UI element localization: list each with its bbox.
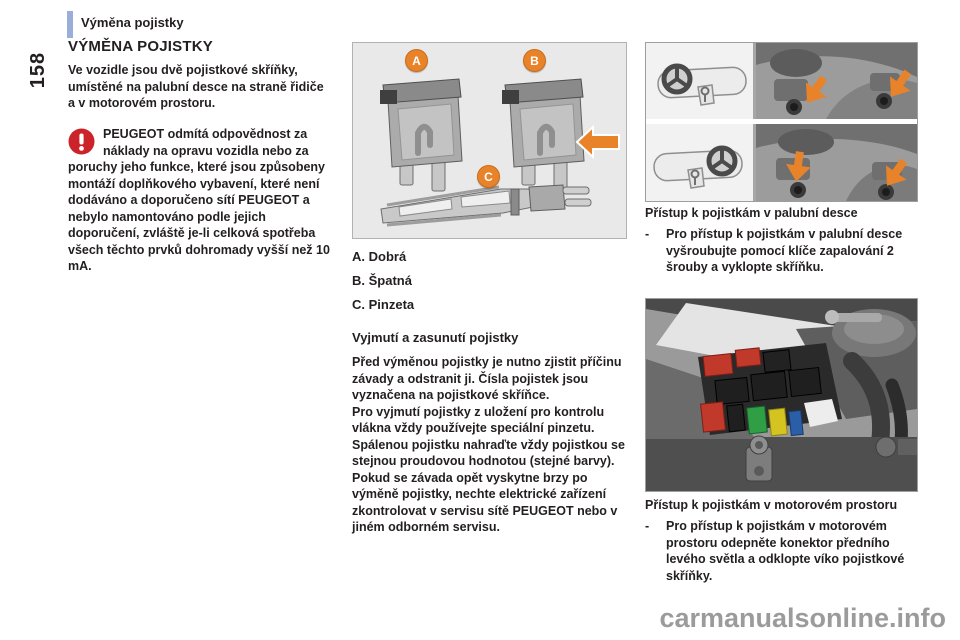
warning-text: PEUGEOT odmítá odpovědnost za náklady na opravu vozidla nebo za poruchy jeho funkce, které jsou způsobeny montáží doplňkového vybavení, které není dodáváno a doporučeno sítí PEUGEOT a nebylo namontováno podle jejich doporučení, zvláště je-li celková spotřeba všech těchto prvků dohromady vyšší než 10 mA.: [68, 127, 330, 273]
procedure-text: [352, 354, 629, 536]
engine-fusebox-figure: [645, 298, 918, 492]
instruction-item: [645, 226, 917, 276]
legend-item: C. Pinzeta: [352, 297, 415, 312]
figure-caption: Přístup k pojistkám v motorovém prostoru: [645, 498, 898, 512]
label-badge-c: C: [477, 165, 500, 188]
figure-caption: Přístup k pojistkám v palubní desce: [645, 206, 858, 220]
fusebox: [698, 343, 842, 436]
fuse-puller-tool: [381, 185, 591, 225]
paragraph: Pro vyjmutí pojistky z uložení pro kontrolu vlákna vždy používejte speciální pinzetu.: [352, 404, 605, 435]
bullet-dash: -: [645, 519, 650, 533]
subsection-heading: Vyjmutí a zasunutí pojistky: [352, 330, 519, 345]
site-watermark: carmanualsonline.info: [659, 603, 946, 633]
warning-block: [68, 126, 334, 275]
dashboard-access-figure: [645, 42, 918, 202]
paragraph: Spálenou pojistku nahraďte vždy pojistkou se stejnou proudovou hodnotou (stejné barvy).: [352, 437, 625, 468]
legend-item: B. Špatná: [352, 273, 412, 288]
page-title: VÝMĚNA POJISTKY: [68, 38, 213, 55]
label-badge-b: B: [523, 49, 546, 72]
intro-paragraph: Ve vozidle jsou dvě pojistkové skříňky, umístěné na palubní desce na straně řidiče a v motorovém prostoru.: [68, 63, 324, 110]
label-badge-a: A: [405, 49, 428, 72]
page-number: 158: [27, 51, 49, 89]
instruction-text: Pro přístup k pojistkám v palubní desce vyšroubujte pomocí klíče zapalování 2 šrouby a vyklopte skříňku.: [666, 227, 903, 274]
instruction-text: Pro přístup k pojistkám v motorovém prostoru odepněte konektor předního levého světla a odklopte víko pojistkové skříňky.: [666, 519, 905, 583]
bullet-dash: -: [645, 227, 650, 241]
warning-icon: [68, 128, 95, 155]
fuse-figure: [352, 42, 627, 239]
paragraph: Pokud se závada opět vyskytne brzy po výměně pojistky, nechte elektrické zařízení zkontrolovat v servisu sítě PEUGEOT nebo v jiném odborném servisu.: [352, 470, 618, 534]
instruction-item: [645, 518, 917, 584]
paragraph: Před výměnou pojistky je nutno zjistit příčinu závady a odstranit ji. Čísla pojistek jsou vyznačena na pojistkové skříňce.: [352, 355, 622, 402]
fuse-illustration: [353, 43, 626, 238]
figure-legend: [352, 245, 629, 317]
section-label: Výměna pojistky: [81, 15, 184, 30]
section-color-bar: [67, 11, 73, 38]
legend-item: A. Dobrá: [352, 249, 407, 264]
